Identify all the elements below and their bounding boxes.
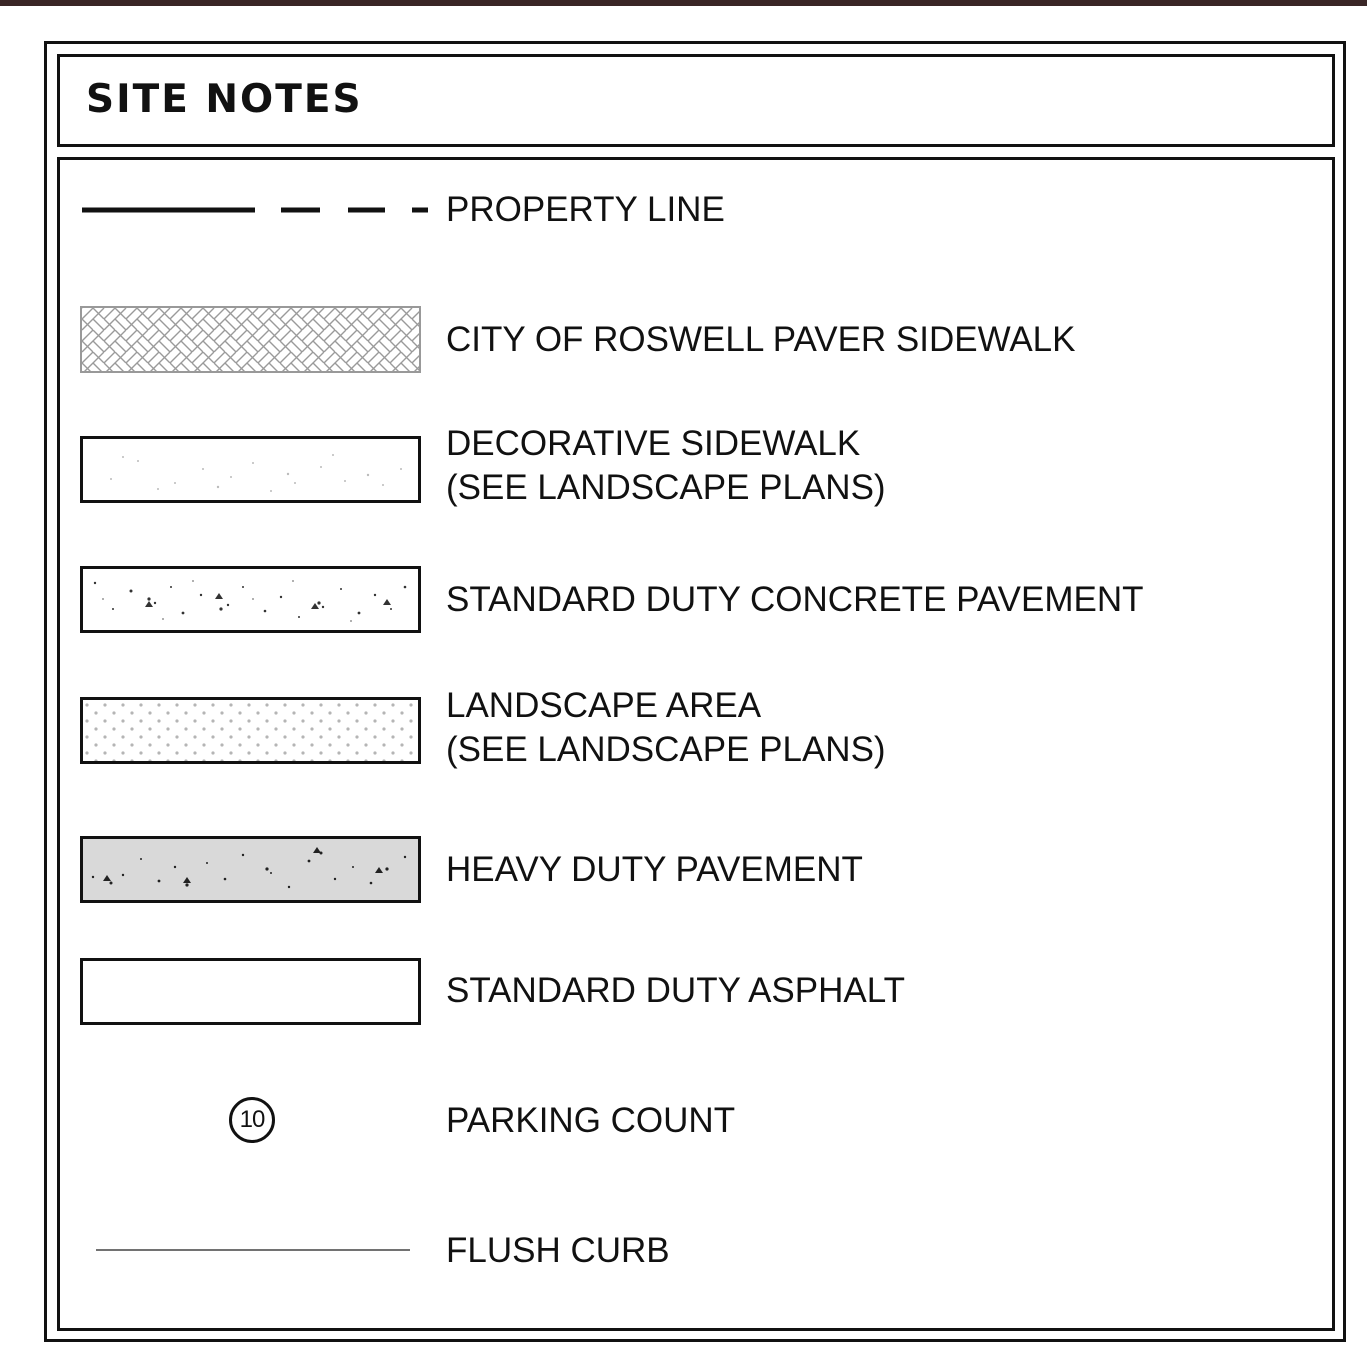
legend-label-flush-curb: FLUSH CURB xyxy=(446,1231,670,1270)
landscape-area-swatch xyxy=(80,697,421,764)
flush-curb-symbol xyxy=(80,1244,428,1256)
parking-count-symbol xyxy=(229,1097,275,1143)
legend-label-decorative-sidewalk-line1: DECORATIVE SIDEWALK xyxy=(446,424,861,463)
concrete-pavement-swatch xyxy=(80,566,421,633)
legend-label-landscape-area-line2: (SEE LANDSCAPE PLANS) xyxy=(446,730,886,769)
title-box xyxy=(57,54,1335,147)
top-rule xyxy=(0,0,1367,6)
legend-label-landscape-area-line1: LANDSCAPE AREA xyxy=(446,686,762,725)
legend-label-heavy-duty-pavement: HEAVY DUTY PAVEMENT xyxy=(446,850,863,889)
legend-label-concrete-pavement: STANDARD DUTY CONCRETE PAVEMENT xyxy=(446,580,1144,619)
parking-count-number: 10 xyxy=(239,1106,265,1133)
legend-label-paver-sidewalk: CITY OF ROSWELL PAVER SIDEWALK xyxy=(446,320,1076,359)
paver-sidewalk-swatch xyxy=(80,306,421,373)
decorative-sidewalk-swatch xyxy=(80,436,421,503)
property-line-symbol xyxy=(80,202,428,218)
legend-label-asphalt: STANDARD DUTY ASPHALT xyxy=(446,971,905,1010)
legend-label-decorative-sidewalk-line2: (SEE LANDSCAPE PLANS) xyxy=(446,468,886,507)
legend-label-parking-count: PARKING COUNT xyxy=(446,1101,736,1140)
legend-label-property-line: PROPERTY LINE xyxy=(446,190,725,229)
asphalt-swatch xyxy=(80,958,421,1025)
heavy-duty-pavement-swatch xyxy=(80,836,421,903)
page-title: SITE NOTES xyxy=(86,77,363,122)
